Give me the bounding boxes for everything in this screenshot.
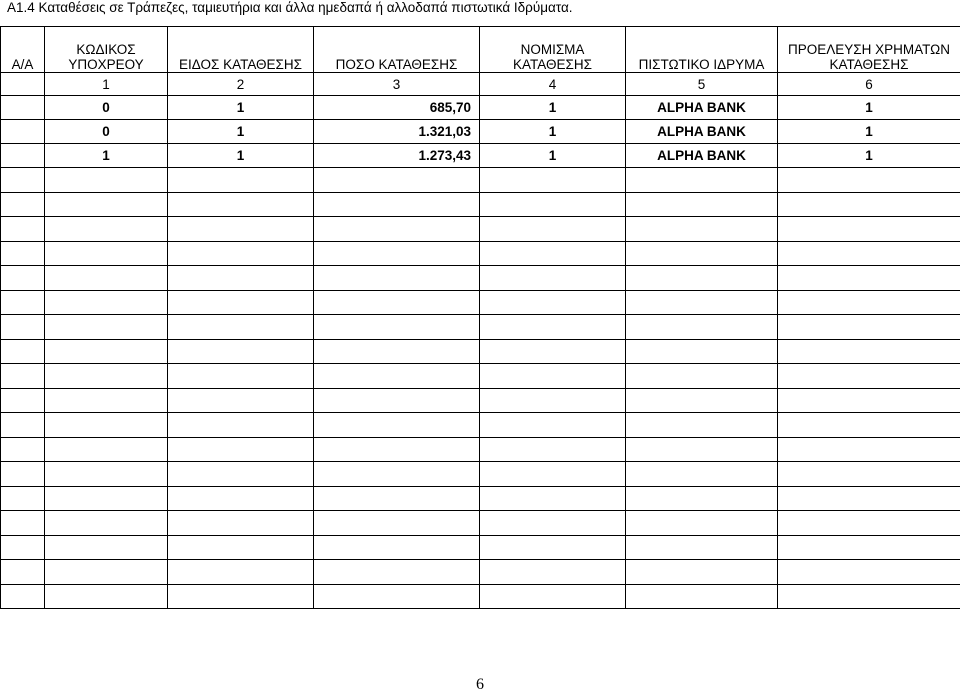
empty-table-cell xyxy=(168,217,314,242)
empty-table-cell xyxy=(168,315,314,340)
empty-table-cell xyxy=(45,388,168,413)
empty-table-cell xyxy=(778,535,960,560)
empty-table-cell xyxy=(480,535,626,560)
empty-table-cell xyxy=(480,462,626,487)
empty-table-cell xyxy=(626,437,778,462)
empty-table-cell xyxy=(626,560,778,585)
empty-table-cell xyxy=(778,364,960,389)
empty-table-cell xyxy=(480,217,626,242)
empty-table-cell xyxy=(168,364,314,389)
column-number-cell: 4 xyxy=(480,73,626,96)
empty-table-cell xyxy=(168,241,314,266)
empty-table-cell xyxy=(626,462,778,487)
empty-table-cell xyxy=(45,535,168,560)
empty-table-cell xyxy=(314,217,480,242)
empty-table-cell xyxy=(778,413,960,438)
empty-table-cell xyxy=(314,364,480,389)
table-cell: ALPHA BANK xyxy=(626,96,778,120)
column-number-cell: 6 xyxy=(778,73,960,96)
empty-table-cell xyxy=(45,413,168,438)
empty-table-cell xyxy=(168,290,314,315)
empty-table-cell xyxy=(480,511,626,536)
empty-table-cell xyxy=(480,168,626,193)
empty-table-cell xyxy=(45,168,168,193)
empty-table-cell xyxy=(626,217,778,242)
table-cell: 0 xyxy=(45,96,168,120)
empty-table-cell xyxy=(45,241,168,266)
table-cell: 1.273,43 xyxy=(314,144,480,168)
table-cell: 1 xyxy=(168,144,314,168)
column-number-cell: 2 xyxy=(168,73,314,96)
table-cell xyxy=(1,120,45,144)
deposits-table xyxy=(0,26,960,609)
empty-table-cell xyxy=(1,364,45,389)
column-number-cell: 3 xyxy=(314,73,480,96)
empty-table-cell xyxy=(626,364,778,389)
empty-table-cell xyxy=(168,560,314,585)
empty-table-cell xyxy=(168,168,314,193)
table-row xyxy=(1,144,960,168)
table-cell: 1 xyxy=(480,144,626,168)
empty-table-cell xyxy=(314,413,480,438)
empty-table-cell xyxy=(168,266,314,291)
empty-table-cell xyxy=(314,511,480,536)
table-row xyxy=(1,96,960,120)
empty-table-cell xyxy=(1,290,45,315)
header-deposit-type: ΕΙΔΟΣ ΚΑΤΑΘΕΣΗΣ xyxy=(168,27,314,73)
empty-table-cell xyxy=(168,511,314,536)
empty-table-row xyxy=(1,413,960,438)
empty-table-row xyxy=(1,364,960,389)
header-aa: Α/Α xyxy=(1,27,45,73)
empty-table-cell xyxy=(1,217,45,242)
empty-table-cell xyxy=(778,315,960,340)
empty-table-cell xyxy=(480,339,626,364)
empty-table-row xyxy=(1,241,960,266)
empty-table-cell xyxy=(314,315,480,340)
column-number-row xyxy=(1,73,960,96)
empty-table-cell xyxy=(778,511,960,536)
empty-table-row xyxy=(1,339,960,364)
table-cell: ALPHA BANK xyxy=(626,120,778,144)
empty-table-cell xyxy=(1,315,45,340)
empty-table-row xyxy=(1,584,960,609)
empty-table-cell xyxy=(626,168,778,193)
empty-table-cell xyxy=(626,290,778,315)
empty-table-cell xyxy=(480,437,626,462)
empty-table-cell xyxy=(626,315,778,340)
empty-table-cell xyxy=(778,486,960,511)
table-body xyxy=(1,96,960,609)
empty-table-cell xyxy=(45,560,168,585)
empty-table-cell xyxy=(168,437,314,462)
empty-table-cell xyxy=(45,339,168,364)
empty-table-row xyxy=(1,168,960,193)
table-cell: 1 xyxy=(480,120,626,144)
empty-table-cell xyxy=(1,560,45,585)
empty-table-cell xyxy=(314,339,480,364)
empty-table-cell xyxy=(168,486,314,511)
empty-table-cell xyxy=(626,266,778,291)
table-cell: 685,70 xyxy=(314,96,480,120)
table-cell: 1 xyxy=(45,144,168,168)
page-number: 6 xyxy=(0,676,960,694)
empty-table-row xyxy=(1,560,960,585)
column-number-cell: 5 xyxy=(626,73,778,96)
empty-table-cell xyxy=(314,535,480,560)
empty-table-row xyxy=(1,290,960,315)
empty-table-cell xyxy=(626,192,778,217)
table-cell: 1 xyxy=(778,120,960,144)
empty-table-cell xyxy=(480,486,626,511)
empty-table-cell xyxy=(314,486,480,511)
empty-table-cell xyxy=(168,339,314,364)
empty-table-cell xyxy=(778,241,960,266)
empty-table-row xyxy=(1,535,960,560)
empty-table-cell xyxy=(168,413,314,438)
empty-table-cell xyxy=(45,192,168,217)
empty-table-cell xyxy=(1,462,45,487)
empty-table-cell xyxy=(45,266,168,291)
empty-table-cell xyxy=(626,339,778,364)
empty-table-cell xyxy=(626,241,778,266)
empty-table-cell xyxy=(480,315,626,340)
empty-table-cell xyxy=(45,290,168,315)
empty-table-cell xyxy=(626,388,778,413)
empty-table-cell xyxy=(314,266,480,291)
empty-table-cell xyxy=(45,584,168,609)
empty-table-row xyxy=(1,266,960,291)
empty-table-cell xyxy=(1,437,45,462)
empty-table-cell xyxy=(626,535,778,560)
empty-table-cell xyxy=(626,584,778,609)
empty-table-cell xyxy=(1,339,45,364)
empty-table-cell xyxy=(480,241,626,266)
empty-table-cell xyxy=(1,535,45,560)
empty-table-cell xyxy=(626,413,778,438)
header-row xyxy=(1,27,960,73)
header-deposit-amount: ΠΟΣΟ ΚΑΤΑΘΕΣΗΣ xyxy=(314,27,480,73)
empty-table-cell xyxy=(480,364,626,389)
empty-table-cell xyxy=(45,315,168,340)
empty-table-cell xyxy=(1,192,45,217)
table-cell: 1 xyxy=(168,120,314,144)
table-cell: 1 xyxy=(778,144,960,168)
table-cell: 1 xyxy=(778,96,960,120)
table-cell: 1 xyxy=(480,96,626,120)
empty-table-cell xyxy=(314,168,480,193)
empty-table-cell xyxy=(314,388,480,413)
empty-table-cell xyxy=(314,241,480,266)
empty-table-cell xyxy=(45,437,168,462)
empty-table-cell xyxy=(778,339,960,364)
empty-table-cell xyxy=(480,290,626,315)
empty-table-cell xyxy=(1,388,45,413)
empty-table-row xyxy=(1,462,960,487)
empty-table-cell xyxy=(778,437,960,462)
header-credit-institution: ΠΙΣΤΩΤΙΚΟ ΙΔΡΥΜΑ xyxy=(626,27,778,73)
empty-table-row xyxy=(1,437,960,462)
empty-table-cell xyxy=(1,584,45,609)
empty-table-cell xyxy=(626,486,778,511)
empty-table-cell xyxy=(45,462,168,487)
table-cell: ALPHA BANK xyxy=(626,144,778,168)
empty-table-cell xyxy=(480,584,626,609)
empty-table-cell xyxy=(45,511,168,536)
empty-table-cell xyxy=(1,168,45,193)
table-row xyxy=(1,120,960,144)
empty-table-cell xyxy=(480,560,626,585)
empty-table-cell xyxy=(314,560,480,585)
table-cell: 1.321,03 xyxy=(314,120,480,144)
empty-table-cell xyxy=(314,584,480,609)
empty-table-cell xyxy=(778,290,960,315)
table-cell xyxy=(1,96,45,120)
empty-table-cell xyxy=(314,192,480,217)
table-cell xyxy=(1,144,45,168)
header-funds-origin: ΠΡΟΕΛΕΥΣΗ ΧΡΗΜΑΤΩΝ ΚΑΤΑΘΕΣΗΣ xyxy=(778,27,960,73)
header-deposit-currency: ΝΟΜΙΣΜΑ ΚΑΤΑΘΕΣΗΣ xyxy=(480,27,626,73)
empty-table-row xyxy=(1,511,960,536)
empty-table-cell xyxy=(168,192,314,217)
empty-table-cell xyxy=(45,364,168,389)
empty-table-cell xyxy=(314,437,480,462)
empty-table-cell xyxy=(480,266,626,291)
empty-table-cell xyxy=(480,413,626,438)
empty-table-cell xyxy=(480,388,626,413)
empty-table-cell xyxy=(1,241,45,266)
empty-table-cell xyxy=(314,290,480,315)
empty-table-cell xyxy=(778,584,960,609)
table-cell: 0 xyxy=(45,120,168,144)
empty-table-row xyxy=(1,388,960,413)
empty-table-cell xyxy=(480,192,626,217)
empty-table-cell xyxy=(778,462,960,487)
empty-table-cell xyxy=(1,486,45,511)
empty-table-cell xyxy=(1,511,45,536)
empty-table-cell xyxy=(168,388,314,413)
empty-table-cell xyxy=(45,486,168,511)
empty-table-cell xyxy=(778,192,960,217)
table-cell: 1 xyxy=(168,96,314,120)
column-number-cell: 1 xyxy=(45,73,168,96)
empty-table-row xyxy=(1,486,960,511)
header-obligor-code: ΚΩΔΙΚΟΣ ΥΠΟΧΡΕΟΥ xyxy=(45,27,168,73)
empty-table-cell xyxy=(168,535,314,560)
empty-table-cell xyxy=(45,217,168,242)
section-title: Α1.4 Καταθέσεις σε Τράπεζες, ταμιευτήρια και άλλα ημεδαπά ή αλλοδαπά πιστωτικά Ιδρύματα. xyxy=(7,0,573,16)
empty-table-cell xyxy=(778,266,960,291)
column-number-cell xyxy=(1,73,45,96)
empty-table-cell xyxy=(778,168,960,193)
empty-table-cell xyxy=(778,388,960,413)
empty-table-cell xyxy=(626,511,778,536)
empty-table-row xyxy=(1,217,960,242)
empty-table-row xyxy=(1,192,960,217)
empty-table-cell xyxy=(314,462,480,487)
empty-table-cell xyxy=(168,462,314,487)
empty-table-cell xyxy=(1,413,45,438)
empty-table-cell xyxy=(778,560,960,585)
empty-table-cell xyxy=(168,584,314,609)
empty-table-row xyxy=(1,315,960,340)
empty-table-cell xyxy=(778,217,960,242)
empty-table-cell xyxy=(1,266,45,291)
